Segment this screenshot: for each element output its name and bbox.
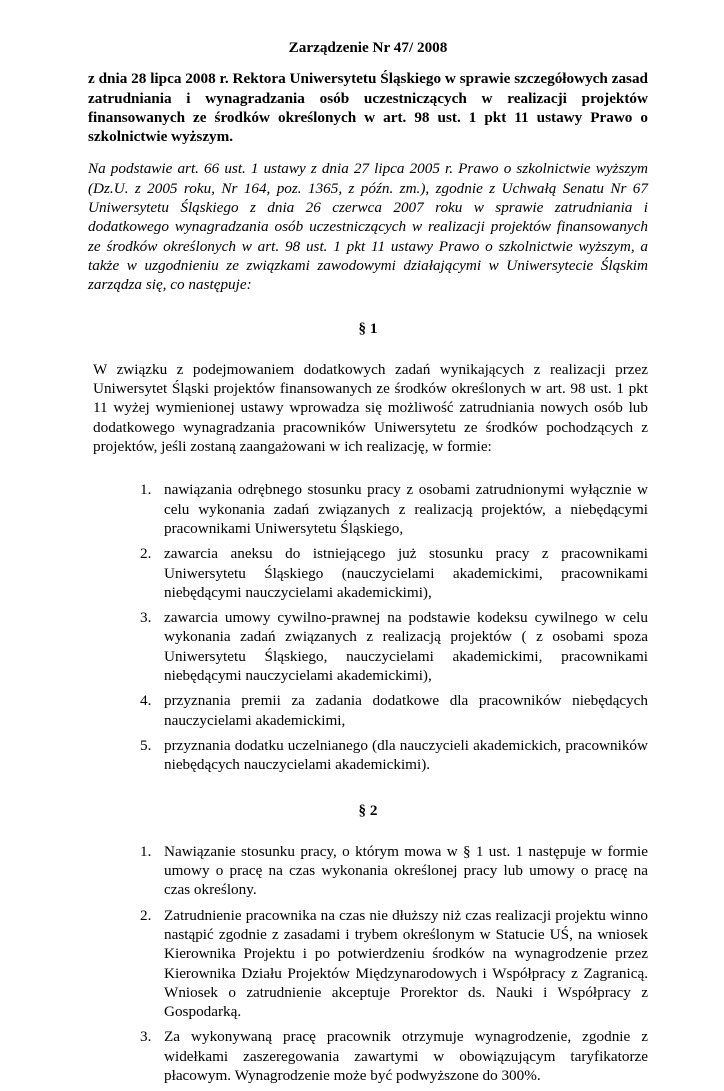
list-item xyxy=(88,842,648,900)
section-1-heading: § 1 xyxy=(358,319,378,337)
list-item-text: nawiązania odrębnego stosunku pracy z osobami zatrudnionymi wyłącznie w celu wykonania zadań związanych z realizacją projektów, a niebędącymi pracownikami Uniwersytetu Śląskiego, xyxy=(164,481,648,537)
section-1-paragraph: W związku z podejmowaniem dodatkowych zadań wynikających z realizacji przez Uniwersytet Śląski projektów finansowanych ze środków określonych w art. 98 ust. 1 pkt 11 wyżej wymienionej ustawy wprowadza się możliwość zatrudniania nowych osób lub dodatkowego wynagradzania pracowników Uniwersytetu ze środków pochodzących z projektów, jeśli zostaną zaangażowani w ich realizację, w formie: xyxy=(93,360,648,456)
list-item-number: 1. xyxy=(140,481,152,499)
list-item-number: 3. xyxy=(140,1028,152,1046)
list-item-text: zawarcia aneksu do istniejącego już stosunku pracy z pracownikami Uniwersytetu Śląskiego (nauczycielami akademickimi, pracownikami niebędącymi nauczycielami akademickimi), xyxy=(164,545,648,601)
list-item-number: 5. xyxy=(140,736,152,754)
list-item-text: przyznania dodatku uczelnianego (dla nauczycieli akademickich, pracowników niebędących nauczycielami akademickimi). xyxy=(164,736,648,774)
section-2-heading: § 2 xyxy=(358,801,378,819)
document-preamble: Na podstawie art. 66 ust. 1 ustawy z dnia 27 lipca 2005 r. Prawo o szkolnictwie wyższym (Dz.U. z 2005 roku, Nr 164, poz. 1365, z późn. zm.), zgodnie z Uchwałą Senatu Nr 67 Uniwersytetu Śląskiego z dnia 26 czerwca 2007 roku w sprawie zatrudniania i dodatkowego wynagradzania osób uczestniczących w realizacji projektów finansowanych ze środków określonych w art. 98 ust. 1 pkt 11 ustawy Prawo o szkolnictwie wyższym, a także w uzgodnieniu ze związkami zawodowymi działającymi w Uniwersytecie Śląskim zarządza się, co następuje: xyxy=(88,160,648,294)
list-item xyxy=(88,480,648,538)
list-item-number: 1. xyxy=(140,842,152,860)
document-intro: z dnia 28 lipca 2008 r. Rektora Uniwersytetu Śląskiego w sprawie szczegółowych zasad zatrudniania i wynagradzania osób uczestniczących w realizacji projektów finansowanych ze środków określonych w art. 98 ust. 1 pkt 11 ustawy Prawo o szkolnictwie wyższym. xyxy=(88,70,648,146)
list-item-text: Zatrudnienie pracownika na czas nie dłuższy niż czas realizacji projektu winno nastąpić zgodnie z zasadami i trybem określonym w Statucie UŚ, na wniosek Kierownika Projektu i po potwierdzeniu środków na wynagrodzenie przez Kierownika Działu Projektów Międzynarodowych i Współpracy z Zagranicą. Wniosek o zatrudnienie akceptuje Prorektor ds. Nauki i Współpracy z Gospodarką. xyxy=(164,906,648,1021)
document-title: Zarządzenie Nr 47/ 2008 xyxy=(288,39,448,56)
list-item xyxy=(88,608,648,685)
list-item xyxy=(88,691,648,730)
list-item xyxy=(88,1027,648,1085)
list-item-text: zawarcia umowy cywilno-prawnej na podstawie kodeksu cywilnego w celu wykonania zadań związanych z realizacją projektów ( z osobami spoza Uniwersytetu Śląskiego, nauczycielami akademickimi, pracownikami niebędącymi nauczycielami akademickimi), xyxy=(164,609,648,685)
list-item-text: przyznania premii za zadania dodatkowe dla pracowników niebędących nauczycielami akademickimi, xyxy=(164,692,648,729)
list-item xyxy=(88,906,648,1022)
list-item-text: Za wykonywaną pracę pracownik otrzymuje wynagrodzenie, zgodnie z widełkami zaszeregowania zawartymi w obowiązującym taryfikatorze płacowym. Wynagrodzenie może być podwyższone do 300%. xyxy=(164,1028,648,1085)
list-item xyxy=(88,544,648,602)
list-item-number: 2. xyxy=(140,906,152,924)
document-page xyxy=(88,38,648,1091)
section-2-list xyxy=(88,842,648,1086)
list-item xyxy=(88,736,648,775)
list-item-text: Nawiązanie stosunku pracy, o którym mowa w § 1 ust. 1 następuje w formie umowy o pracę na czas wykonania określonej pracy lub umowy o pracę na czas określony. xyxy=(164,842,648,899)
section-1-list xyxy=(88,480,648,774)
list-item-number: 2. xyxy=(140,545,152,563)
list-item-number: 4. xyxy=(140,692,152,710)
list-item-number: 3. xyxy=(140,609,152,627)
